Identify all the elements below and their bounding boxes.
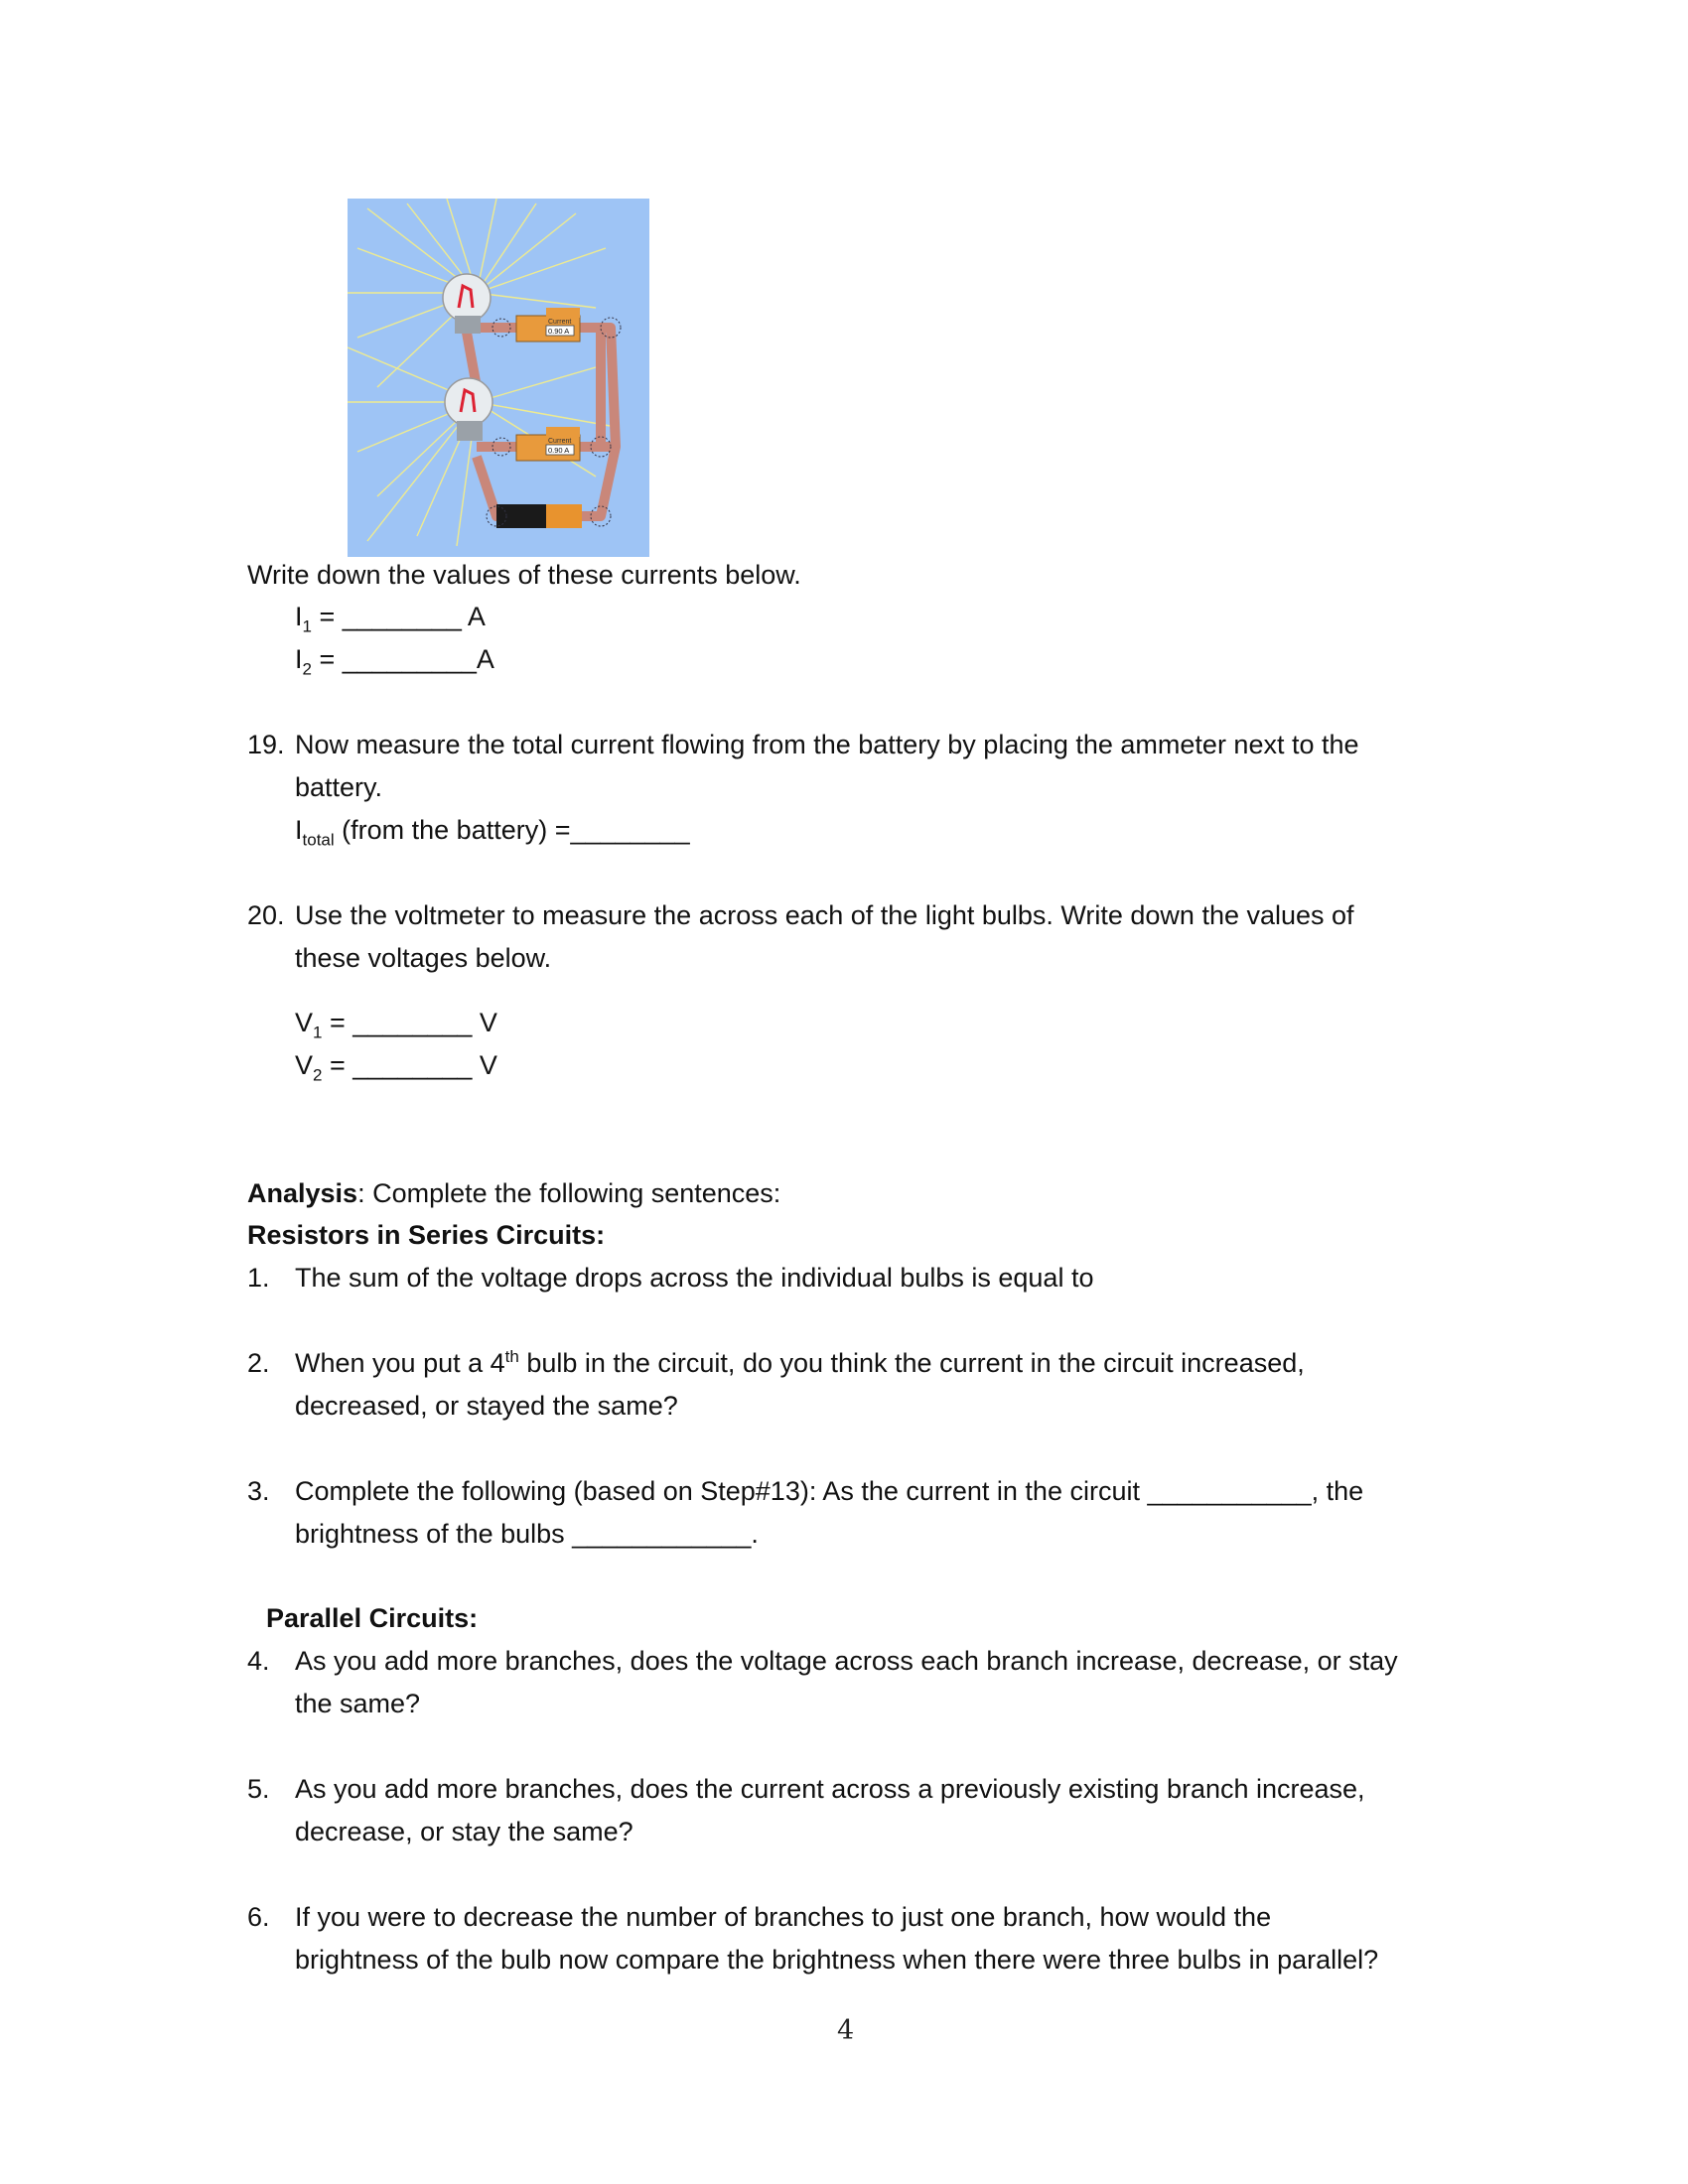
itotal-subscript: total bbox=[302, 830, 335, 850]
a1-line1: The sum of the voltage drops across the individual bulbs is equal to bbox=[295, 1263, 1094, 1293]
a6-line2: brightness of the bulb now compare the brightness when there were three bulbs in parallel? bbox=[295, 1945, 1379, 1975]
q20-number: 20. bbox=[247, 900, 285, 930]
q20-line2: these voltages below. bbox=[295, 943, 552, 973]
series-heading: Resistors in Series Circuits: bbox=[247, 1220, 606, 1250]
v1-label: V bbox=[295, 1008, 314, 1037]
a2-line1 bbox=[295, 1347, 1305, 1378]
a2-line2: decreased, or stayed the same? bbox=[295, 1391, 678, 1421]
ammeter-top-reading: 0.90 A bbox=[548, 327, 570, 336]
itotal-blank[interactable]: (from the battery) =________ bbox=[334, 815, 690, 845]
i2-blank[interactable]: = _________A bbox=[311, 644, 494, 674]
circuit-diagram bbox=[348, 199, 649, 557]
a5-number: 5. bbox=[247, 1774, 270, 1804]
a2-number: 2. bbox=[247, 1348, 270, 1378]
voltage-v2-line bbox=[295, 1050, 497, 1085]
a4-line2: the same? bbox=[295, 1689, 421, 1718]
ammeter-bottom-title: Current bbox=[548, 438, 572, 445]
instruction-text: Write down the values of these currents below. bbox=[247, 560, 801, 590]
analysis-heading: Analysis bbox=[247, 1178, 358, 1208]
page-number: 4 bbox=[837, 2015, 855, 2046]
q20-line1: Use the voltmeter to measure the across each of the light bulbs. Write down the values of bbox=[295, 900, 1354, 930]
analysis-line bbox=[247, 1180, 780, 1207]
v1-subscript: 1 bbox=[313, 1023, 323, 1042]
a5-line2: decrease, or stay the same? bbox=[295, 1817, 633, 1846]
q19-line2: battery. bbox=[295, 772, 383, 802]
a2-line1-superscript: th bbox=[504, 1347, 519, 1366]
current-i1-line bbox=[295, 602, 486, 636]
v1-blank[interactable]: = ________ V bbox=[322, 1008, 497, 1037]
voltage-v1-line bbox=[295, 1008, 497, 1042]
a2-line1-post: bulb in the circuit, do you think the current in the circuit increased, bbox=[518, 1348, 1305, 1378]
a3-number: 3. bbox=[247, 1476, 270, 1506]
i1-label: I bbox=[295, 602, 303, 631]
i1-subscript: 1 bbox=[302, 616, 312, 636]
ammeter-bottom-reading: 0.90 A bbox=[548, 446, 570, 455]
a6-number: 6. bbox=[247, 1902, 270, 1932]
analysis-instruction: : Complete the following sentences: bbox=[357, 1178, 781, 1208]
i1-blank[interactable]: = ________ A bbox=[311, 602, 486, 631]
a3-line1: Complete the following (based on Step#13): As the current in the circuit ___________, the bbox=[295, 1476, 1364, 1506]
a1-number: 1. bbox=[247, 1263, 270, 1293]
v2-label: V bbox=[295, 1050, 314, 1080]
q19-number: 19. bbox=[247, 730, 285, 759]
a4-number: 4. bbox=[247, 1646, 270, 1676]
a6-line1: If you were to decrease the number of branches to just one branch, how would the bbox=[295, 1902, 1272, 1932]
ammeter-top-title: Current bbox=[548, 319, 572, 326]
a5-line1: As you add more branches, does the current across a previously existing branch increase, bbox=[295, 1774, 1365, 1804]
a2-line1-pre: When you put a 4 bbox=[295, 1348, 505, 1378]
current-i2-line bbox=[295, 644, 494, 679]
itotal-line bbox=[295, 815, 690, 850]
a3-line2: brightness of the bulbs ____________. bbox=[295, 1519, 759, 1549]
battery bbox=[496, 504, 582, 528]
i2-label: I bbox=[295, 644, 303, 674]
v2-blank[interactable]: = ________ V bbox=[322, 1050, 497, 1080]
i2-subscript: 2 bbox=[302, 659, 312, 679]
circuit-simulation-image bbox=[348, 199, 649, 557]
parallel-heading: Parallel Circuits: bbox=[266, 1603, 479, 1633]
a4-line1: As you add more branches, does the voltage across each branch increase, decrease, or stay bbox=[295, 1646, 1398, 1676]
v2-subscript: 2 bbox=[313, 1065, 323, 1085]
q19-line1: Now measure the total current flowing from the battery by placing the ammeter next to the bbox=[295, 730, 1359, 759]
itotal-label: I bbox=[295, 815, 303, 845]
